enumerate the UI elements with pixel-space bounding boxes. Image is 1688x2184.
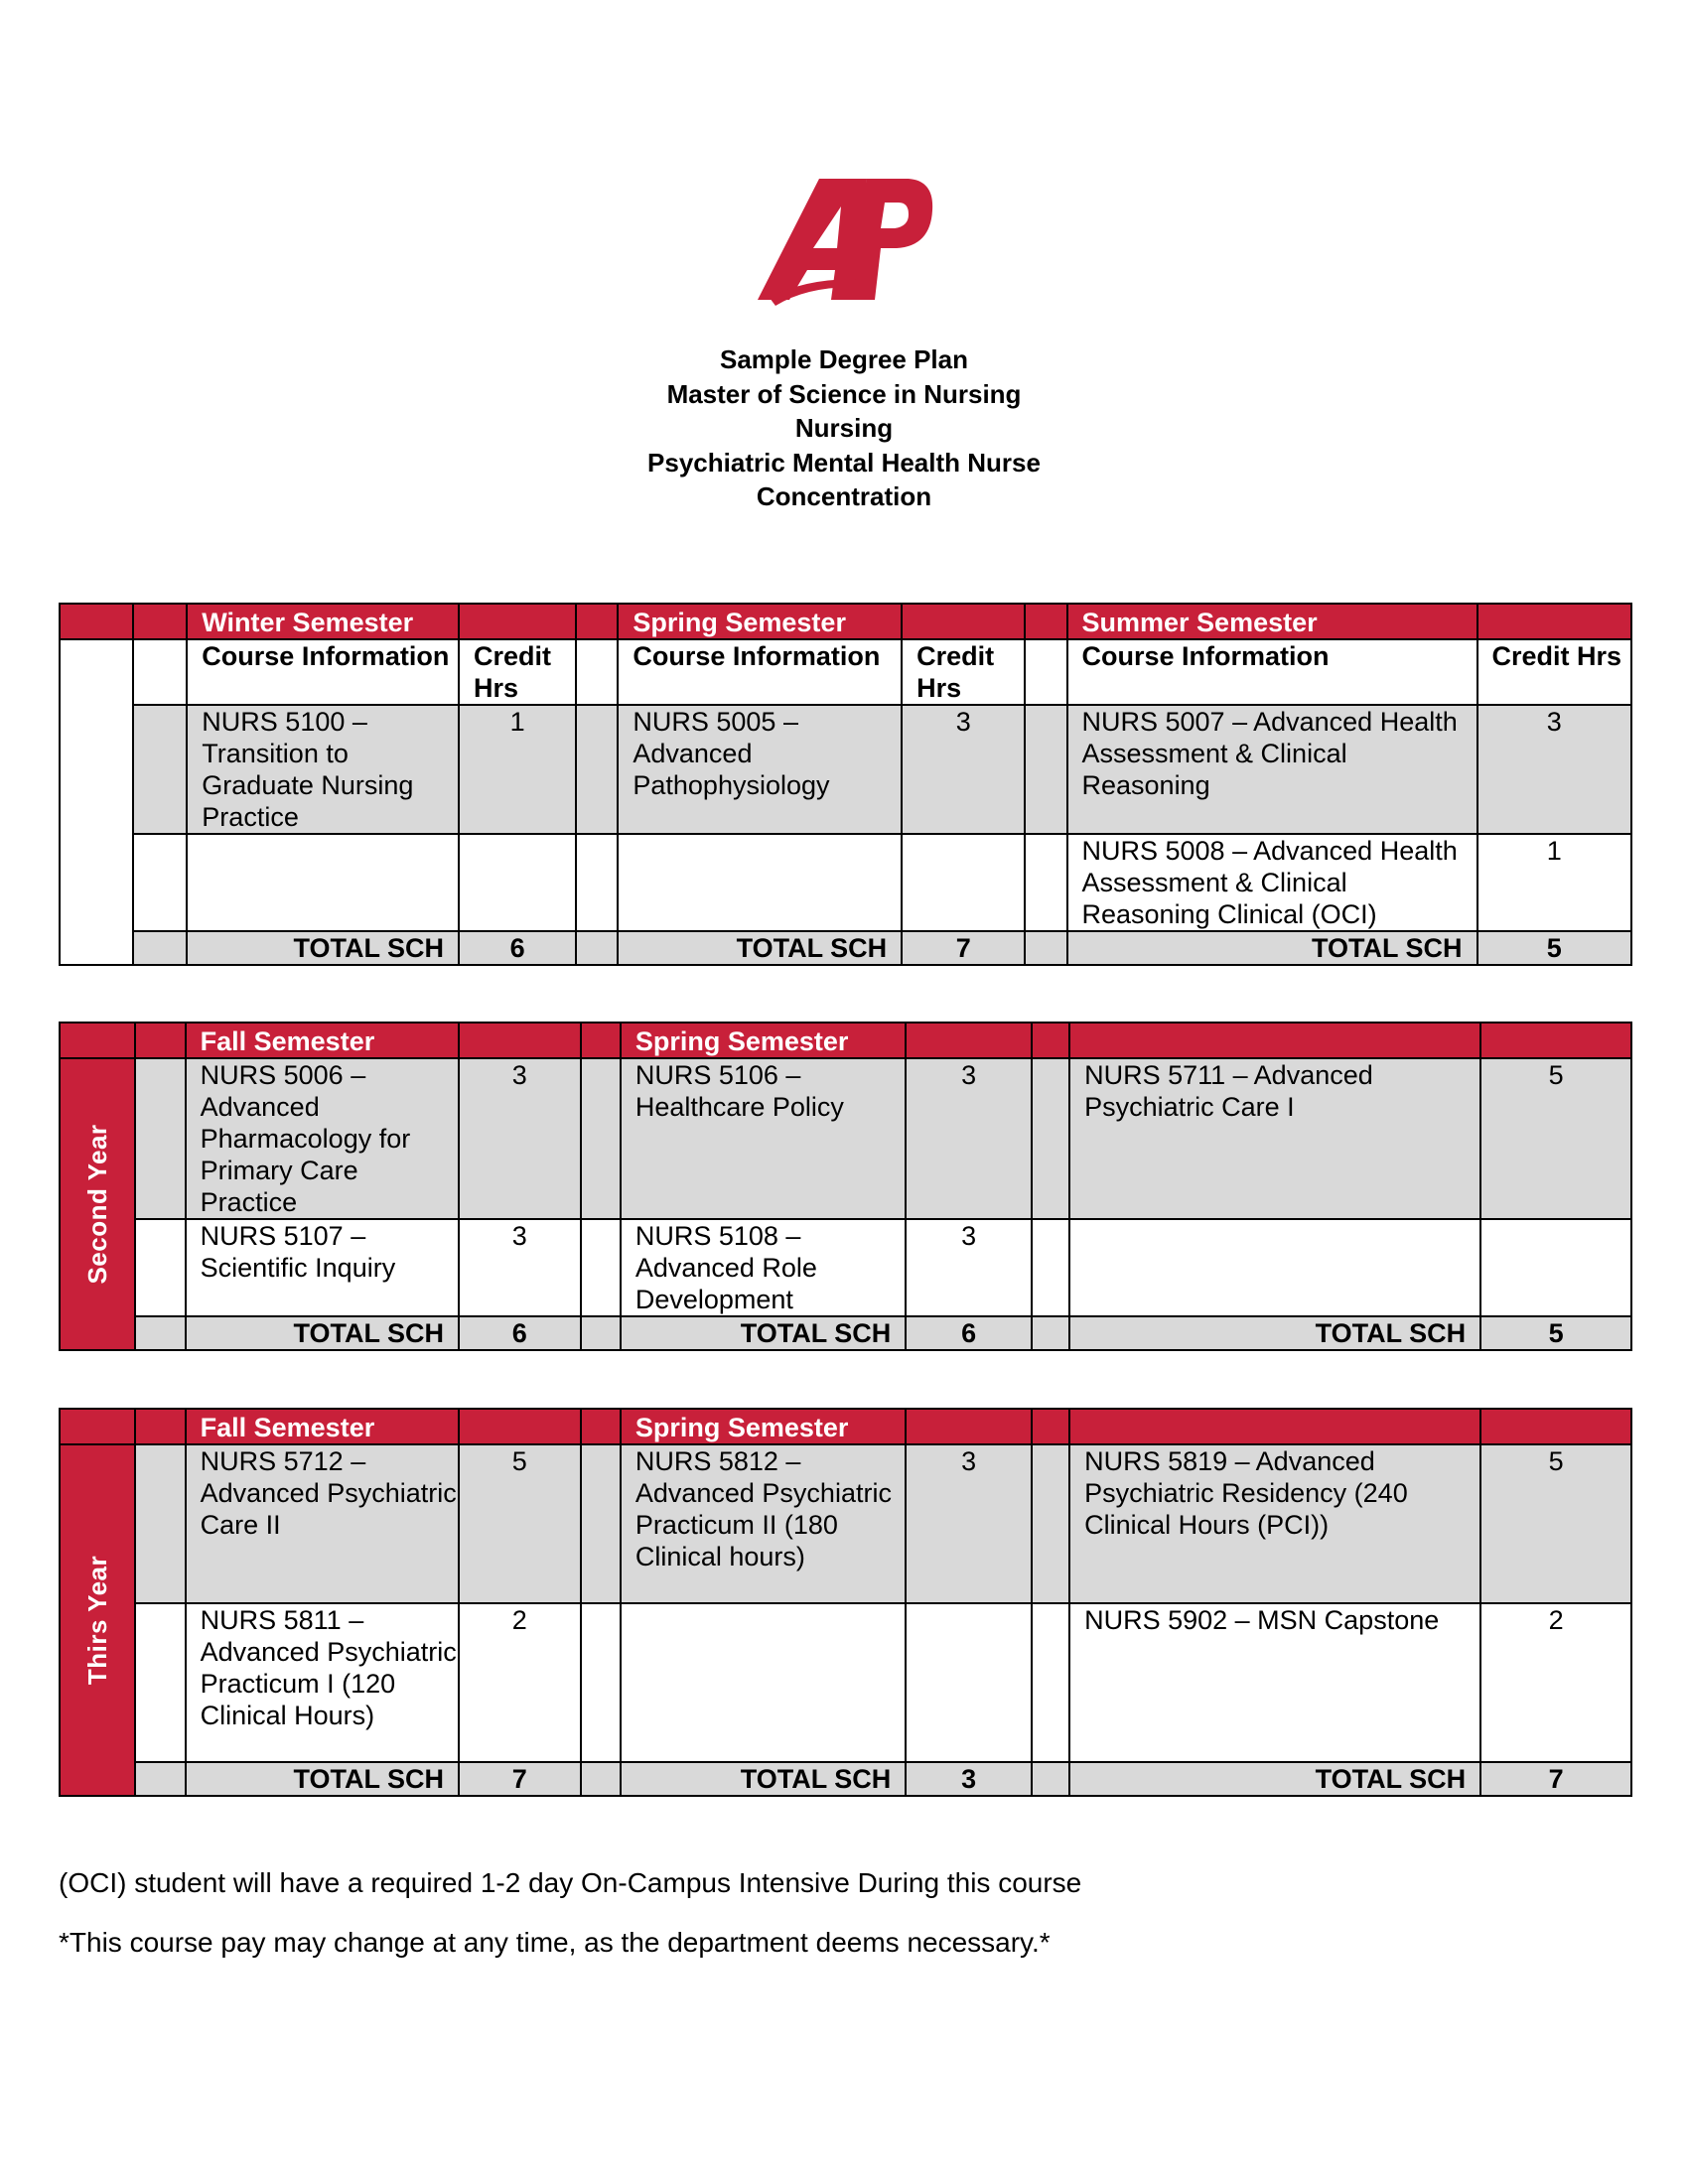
blank-cell — [576, 931, 618, 965]
blank-cell — [581, 1444, 621, 1603]
header-cell — [1032, 1409, 1069, 1444]
total-label: TOTAL SCH — [1069, 1762, 1480, 1796]
blank-cell — [135, 1444, 185, 1603]
semester-header: Spring Semester — [621, 1023, 906, 1058]
course-cell — [621, 1603, 906, 1762]
blank-cell — [1032, 1316, 1069, 1350]
course-cell — [1069, 1219, 1480, 1316]
credit-cell: 3 — [906, 1058, 1032, 1219]
blank-cell — [135, 1316, 185, 1350]
total-value: 7 — [459, 1762, 581, 1796]
credit-cell: 5 — [1480, 1444, 1631, 1603]
total-label: TOTAL SCH — [186, 1762, 459, 1796]
blank-cell — [581, 1316, 621, 1350]
total-value: 3 — [906, 1762, 1032, 1796]
column-header: Credit Hrs — [1477, 639, 1631, 705]
credit-cell: 3 — [459, 1219, 581, 1316]
header-cell — [1480, 1023, 1631, 1058]
header-cell — [1025, 604, 1066, 639]
column-header: Course Information — [618, 639, 902, 705]
header-cell — [576, 604, 618, 639]
header-cell — [135, 1409, 185, 1444]
year-label-cell — [60, 1444, 135, 1796]
total-value: 7 — [1480, 1762, 1631, 1796]
course-cell: NURS 5007 – Advanced Health Assessment & Clinical Reasoning — [1067, 705, 1477, 834]
column-header: Credit Hrs — [459, 639, 576, 705]
total-value: 6 — [459, 1316, 581, 1350]
header-cell — [1480, 1409, 1631, 1444]
course-cell — [618, 834, 902, 931]
credit-cell: 3 — [906, 1219, 1032, 1316]
course-cell: NURS 5006 – Advanced Pharmacology for Primary Care Practice — [186, 1058, 459, 1219]
blank-cell — [133, 639, 187, 705]
semester-header: Spring Semester — [618, 604, 902, 639]
title-line: Master of Science in Nursing — [666, 378, 1022, 409]
course-cell: NURS 5005 – Advanced Pathophysiology — [618, 705, 902, 834]
header-cell — [60, 604, 133, 639]
header-cell — [135, 1023, 185, 1058]
course-cell: NURS 5106 – Healthcare Policy — [621, 1058, 906, 1219]
blank-cell — [1032, 1444, 1069, 1603]
total-label: TOTAL SCH — [621, 1762, 906, 1796]
credit-cell — [906, 1603, 1032, 1762]
header-cell — [1477, 604, 1631, 639]
total-value: 7 — [902, 931, 1025, 965]
second-year-table — [59, 1022, 1632, 1351]
blank-cell — [135, 1219, 185, 1316]
year-label: Thirs Year — [82, 1555, 113, 1686]
total-label: TOTAL SCH — [187, 931, 459, 965]
header-cell — [459, 604, 576, 639]
header-cell — [902, 604, 1025, 639]
header-cell — [60, 1409, 135, 1444]
course-cell: NURS 5812 – Advanced Psychiatric Practicum II (180 Clinical hours) — [621, 1444, 906, 1603]
blank-cell — [133, 705, 187, 834]
credit-cell: 2 — [459, 1603, 581, 1762]
credit-cell — [1480, 1219, 1631, 1316]
blank-cell — [581, 1762, 621, 1796]
credit-cell: 1 — [1477, 834, 1631, 931]
header-cell — [906, 1023, 1032, 1058]
blank-cell — [1032, 1603, 1069, 1762]
header-cell — [1069, 1023, 1480, 1058]
semester-header: Fall Semester — [186, 1023, 459, 1058]
first-year-table — [59, 603, 1632, 966]
blank-cell — [135, 1762, 185, 1796]
credit-cell: 3 — [902, 705, 1025, 834]
blank-cell — [1025, 639, 1066, 705]
credit-cell: 3 — [459, 1058, 581, 1219]
blank-cell — [576, 639, 618, 705]
course-cell: NURS 5712 – Advanced Psychiatric Care II — [186, 1444, 459, 1603]
blank-cell — [133, 834, 187, 931]
title-line: Psychiatric Mental Health Nurse — [647, 447, 1041, 478]
blank-cell — [1032, 1058, 1069, 1219]
total-label: TOTAL SCH — [1069, 1316, 1480, 1350]
title-line: Concentration — [756, 481, 932, 511]
course-cell: NURS 5108 – Advanced Role Development — [621, 1219, 906, 1316]
blank-cell — [135, 1058, 185, 1219]
blank-cell — [133, 931, 187, 965]
blank-cell — [135, 1603, 185, 1762]
blank-cell — [1032, 1219, 1069, 1316]
header-cell — [133, 604, 187, 639]
header-cell — [581, 1409, 621, 1444]
credit-cell — [902, 834, 1025, 931]
title-line: Nursing — [794, 413, 894, 443]
course-cell: NURS 5819 – Advanced Psychiatric Residency (240 Clinical Hours (PCI)) — [1069, 1444, 1480, 1603]
university-logo — [750, 149, 938, 333]
course-cell: NURS 5711 – Advanced Psychiatric Care I — [1069, 1058, 1480, 1219]
blank-cell — [1032, 1762, 1069, 1796]
header-cell — [1069, 1409, 1480, 1444]
column-header: Credit Hrs — [902, 639, 1025, 705]
semester-header: Winter Semester — [187, 604, 459, 639]
total-label: TOTAL SCH — [618, 931, 902, 965]
credit-cell — [459, 834, 576, 931]
blank-cell — [1025, 705, 1066, 834]
header-cell — [459, 1409, 581, 1444]
credit-cell: 1 — [459, 705, 576, 834]
course-cell: NURS 5008 – Advanced Health Assessment & Clinical Reasoning Clinical (OCI) — [1067, 834, 1477, 931]
year-label-cell — [60, 1058, 135, 1350]
semester-header: Spring Semester — [621, 1409, 906, 1444]
year-label-cell — [60, 639, 133, 965]
document-title — [0, 342, 1688, 514]
blank-cell — [1025, 931, 1066, 965]
total-value: 6 — [906, 1316, 1032, 1350]
blank-cell — [581, 1058, 621, 1219]
blank-cell — [581, 1219, 621, 1316]
credit-cell: 5 — [1480, 1058, 1631, 1219]
year-label: First Year — [81, 741, 112, 864]
total-value: 6 — [459, 931, 576, 965]
header-cell — [581, 1023, 621, 1058]
year-label: Second Year — [82, 1124, 113, 1285]
total-value: 5 — [1477, 931, 1631, 965]
total-label: TOTAL SCH — [621, 1316, 906, 1350]
credit-cell: 3 — [906, 1444, 1032, 1603]
blank-cell — [581, 1603, 621, 1762]
course-cell: NURS 5811 – Advanced Psychiatric Practicum I (120 Clinical Hours) — [186, 1603, 459, 1762]
total-label: TOTAL SCH — [1067, 931, 1477, 965]
oci-note: (OCI) student will have a required 1-2 day On-Campus Intensive During this course — [59, 1867, 1082, 1898]
credit-cell: 2 — [1480, 1603, 1631, 1762]
course-cell: NURS 5902 – MSN Capstone — [1069, 1603, 1480, 1762]
blank-cell — [1025, 834, 1066, 931]
semester-header: Fall Semester — [186, 1409, 459, 1444]
column-header: Course Information — [1067, 639, 1477, 705]
disclaimer-note: *This course pay may change at any time, as the department deems necessary.* — [59, 1927, 1051, 1958]
column-header: Course Information — [187, 639, 459, 705]
blank-cell — [576, 834, 618, 931]
credit-cell: 5 — [459, 1444, 581, 1603]
header-cell — [60, 1023, 135, 1058]
header-cell — [906, 1409, 1032, 1444]
header-cell — [1032, 1023, 1069, 1058]
total-value: 5 — [1480, 1316, 1631, 1350]
blank-cell — [576, 705, 618, 834]
total-label: TOTAL SCH — [186, 1316, 459, 1350]
course-cell: NURS 5107 – Scientific Inquiry — [186, 1219, 459, 1316]
third-year-table — [59, 1408, 1632, 1797]
title-line: Sample Degree Plan — [720, 344, 968, 374]
course-cell — [187, 834, 459, 931]
semester-header: Summer Semester — [1067, 604, 1477, 639]
course-cell: NURS 5100 – Transition to Graduate Nursing Practice — [187, 705, 459, 834]
credit-cell: 3 — [1477, 705, 1631, 834]
header-cell — [459, 1023, 581, 1058]
